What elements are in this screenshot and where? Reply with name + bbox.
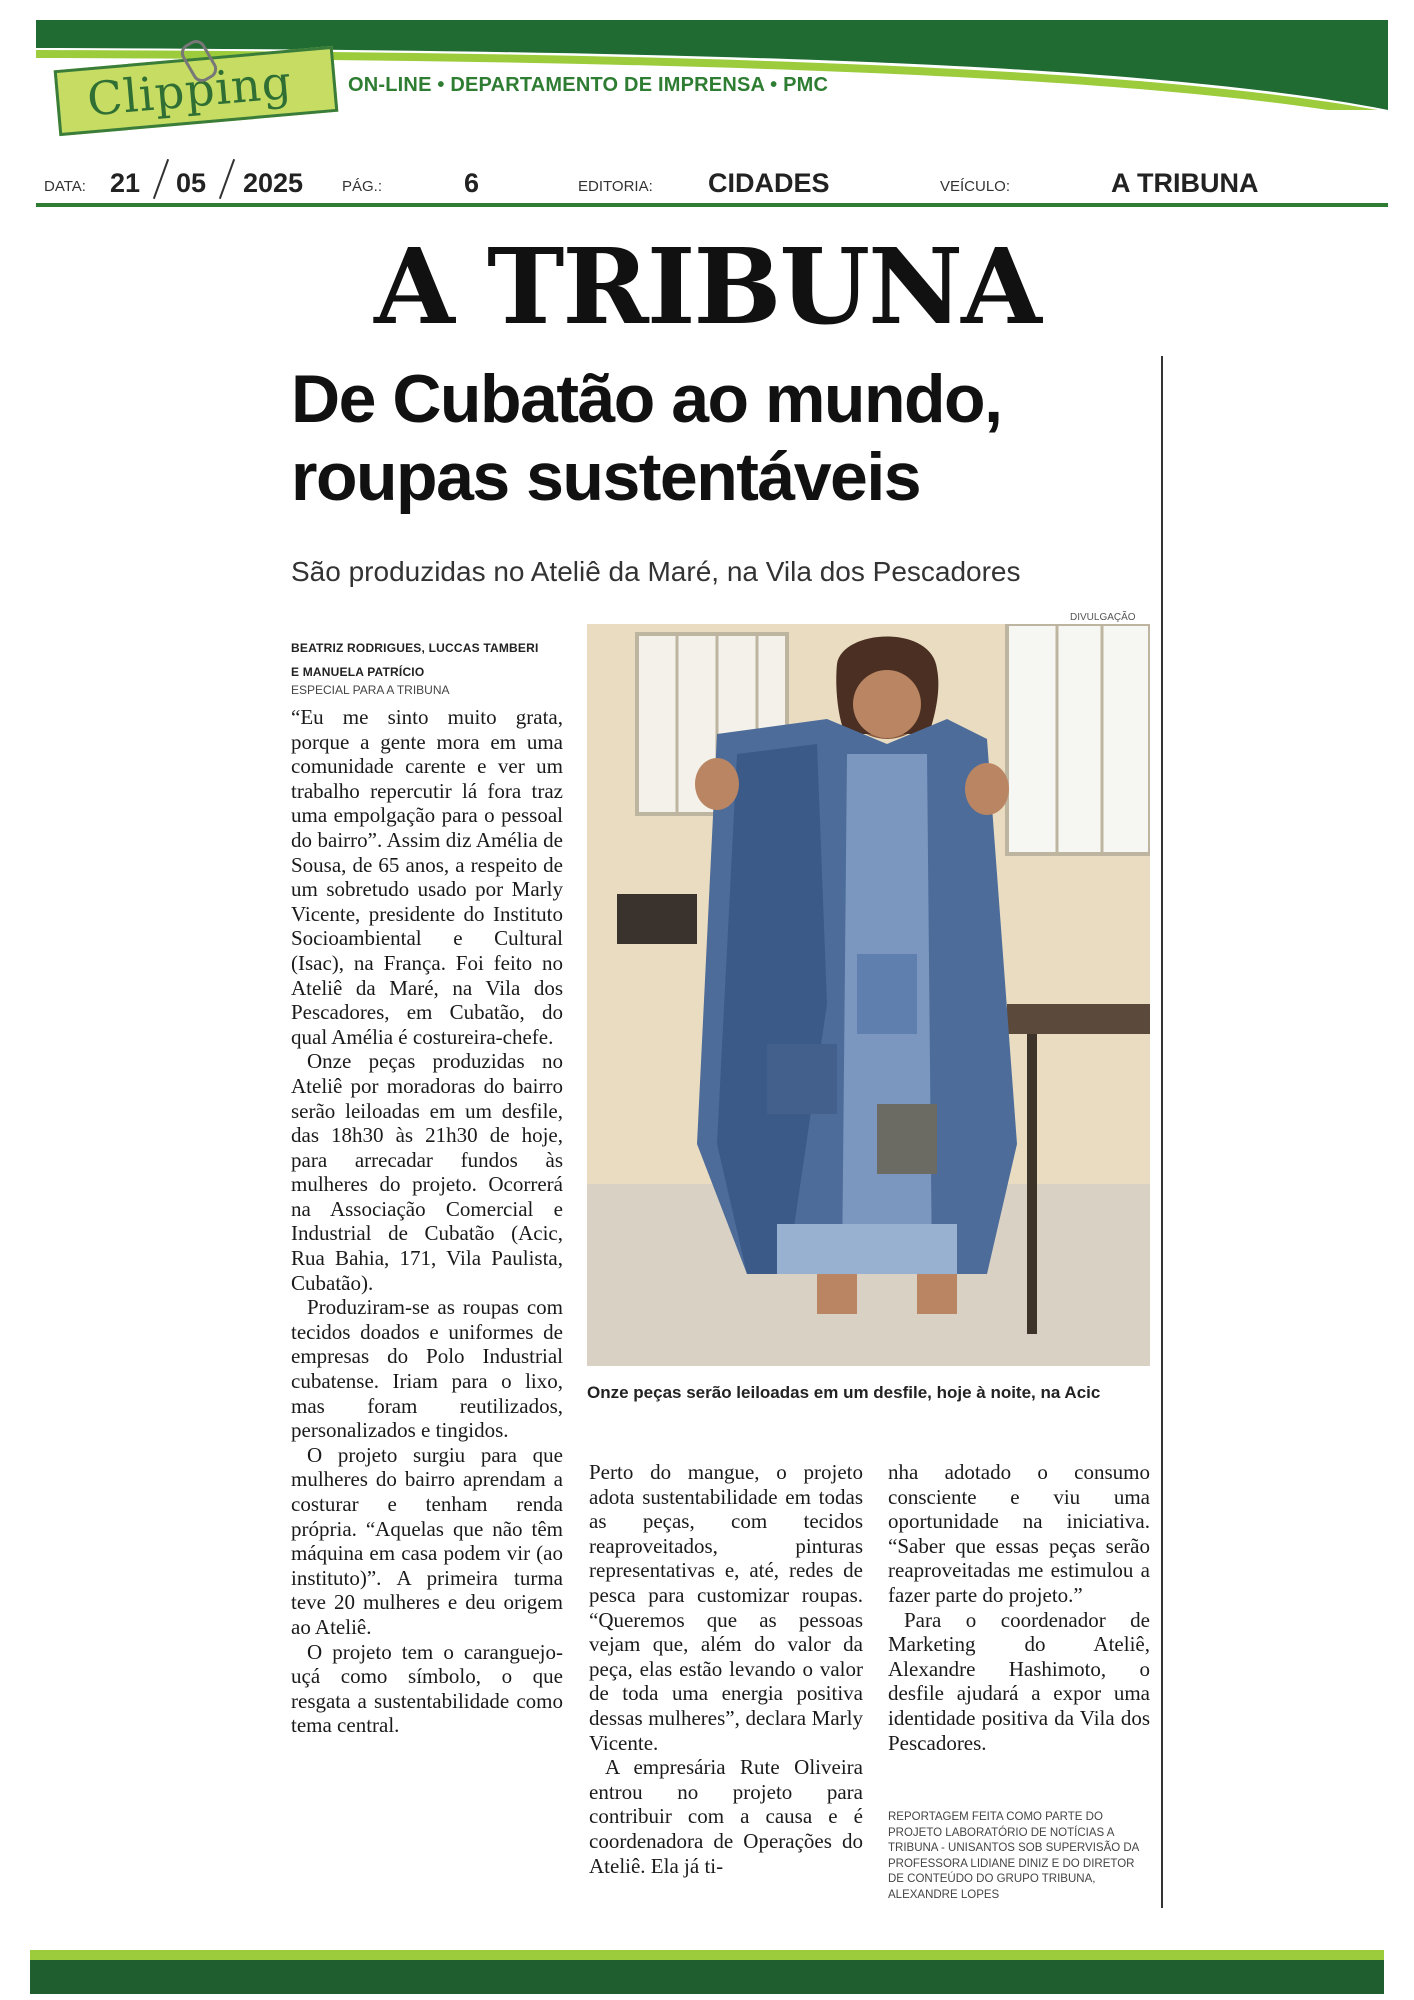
department-line: ON-LINE • DEPARTAMENTO DE IMPRENSA • PMC bbox=[348, 74, 829, 96]
editoria-label: EDITORIA: bbox=[578, 178, 653, 195]
newspaper-masthead: A TRIBUNA bbox=[374, 225, 1040, 348]
photo-credit: DIVULGAÇÃO bbox=[1070, 612, 1136, 623]
article-paragraph: nha adotado o consumo consciente e viu uma oportunidade na iniciativa. “Saber que essas peças serão reaproveitadas me estimulou a fazer parte do projeto.” bbox=[888, 1460, 1150, 1607]
date-label: DATA: bbox=[44, 178, 86, 195]
headline-line: De Cubatão ao mundo, bbox=[291, 361, 1002, 437]
article-paragraph: Onze peças produzidas no Ateliê por moradoras do bairro serão leiloadas em um desfile, das 18h30 às 21h30 de hoje, para arrecadar fundos às mulheres do projeto. Ocorrerá na Associação Comercial e Industrial de Cubatão (Acic, Rua Bahia, 171, Vila Paulista, Cubatão). bbox=[291, 1049, 563, 1295]
veiculo-label: VEÍCULO: bbox=[940, 178, 1011, 195]
article-column-3 bbox=[888, 1460, 1150, 1755]
photo-caption: Onze peças serão leiloadas em um desfile, hoje à noite, na Acic bbox=[587, 1383, 1101, 1402]
clipping-meta-row bbox=[36, 166, 1388, 202]
page-label: PÁG.: bbox=[342, 178, 383, 195]
article-paragraph: “Eu me sinto muito grata, porque a gente mora em uma comunidade carente e ver um trabalho repercutir lá fora traz uma empolgação para o pessoal do bairro”. Assim diz Amélia de Sousa, de 65 anos, a respeito de um sobretudo usado por Marly Vicente, presidente do Instituto Socioambiental e Cultural (Isac), na França. Foi feito no Ateliê da Maré, na Vila dos Pescadores, em Cubatão, do qual Amélia é costureira-chefe. bbox=[291, 705, 563, 1049]
article-footnote: REPORTAGEM FEITA COMO PARTE DO PROJETO LABORATÓRIO DE NOTÍCIAS A TRIBUNA - UNISANTOS SOB SUPERVISÃO DA PROFESSORA LIDIANE DINIZ E DO DIRETOR DE CONTEÚDO DO GRUPO TRIBUNA, ALEXANDRE LOPES bbox=[888, 1811, 1139, 1901]
editoria-value: CIDADES bbox=[708, 168, 830, 198]
page-number: 6 bbox=[464, 168, 480, 198]
article-paragraph: O projeto tem o caranguejo-uçá como símbolo, o que resgata a sustentabilidade como tema central. bbox=[291, 1639, 563, 1738]
footer-band bbox=[30, 1950, 1384, 1994]
article-paragraph: A empresária Rute Oliveira entrou no projeto para contribuir com a causa e é coordenadora de Operações do Ateliê. Ela já ti- bbox=[589, 1755, 863, 1878]
meta-divider bbox=[36, 203, 1388, 207]
article-photo bbox=[587, 624, 1150, 1366]
photo-illustration bbox=[587, 624, 1150, 1366]
veiculo-value: A TRIBUNA bbox=[1111, 168, 1259, 198]
article-subhead: São produzidas no Ateliê da Maré, na Vila dos Pescadores bbox=[291, 556, 1021, 587]
column-rule bbox=[1161, 356, 1163, 1908]
article-headline bbox=[291, 360, 1151, 516]
article-paragraph: O projeto surgiu para que mulheres do bairro aprendam a costurar e tenham renda própria. “Aquelas que não têm máquina em casa podem vir (ao instituto)”. A primeira turma teve 20 mulheres e deu origem ao Ateliê. bbox=[291, 1442, 563, 1639]
byline-special: ESPECIAL PARA A TRIBUNA bbox=[291, 683, 450, 697]
article-paragraph: Produziram-se as roupas com tecidos doados e uniformes de empresas do Polo Industrial cubatense. Iriam para o lixo, mas foram reutilizados, personalizados e tingidos. bbox=[291, 1295, 563, 1443]
footer-stripe bbox=[30, 1950, 1384, 1960]
clipping-logo-text: Clipping bbox=[84, 54, 295, 127]
date-separator bbox=[153, 159, 169, 199]
article-column-1 bbox=[291, 705, 563, 1738]
date-year: 2025 bbox=[243, 168, 304, 198]
byline-authors: BEATRIZ RODRIGUES, LUCCAS TAMBERI bbox=[291, 641, 539, 655]
headline-line: roupas sustentáveis bbox=[291, 439, 921, 515]
article-paragraph: Perto do mangue, o projeto adota sustentabilidade em todas as peças, com tecidos reaproveitados, pinturas representativas e, até, redes de pesca para customizar roupas. “Queremos que as pessoas vejam que, além do valor da peça, elas estão levando o valor de toda uma energia positiva dessas mulheres”, declara Marly Vicente. bbox=[589, 1460, 863, 1755]
byline bbox=[291, 636, 561, 684]
date-separator bbox=[219, 159, 235, 199]
date-month: 05 bbox=[176, 168, 207, 198]
byline-authors: E MANUELA PATRÍCIO bbox=[291, 665, 425, 679]
date-day: 21 bbox=[110, 168, 141, 198]
article-paragraph: Para o coordenador de Marketing do Ateliê, Alexandre Hashimoto, o desfile ajudará a expor uma identidade positiva da Vila dos Pescadores. bbox=[888, 1607, 1150, 1755]
article-column-2 bbox=[589, 1460, 863, 1878]
